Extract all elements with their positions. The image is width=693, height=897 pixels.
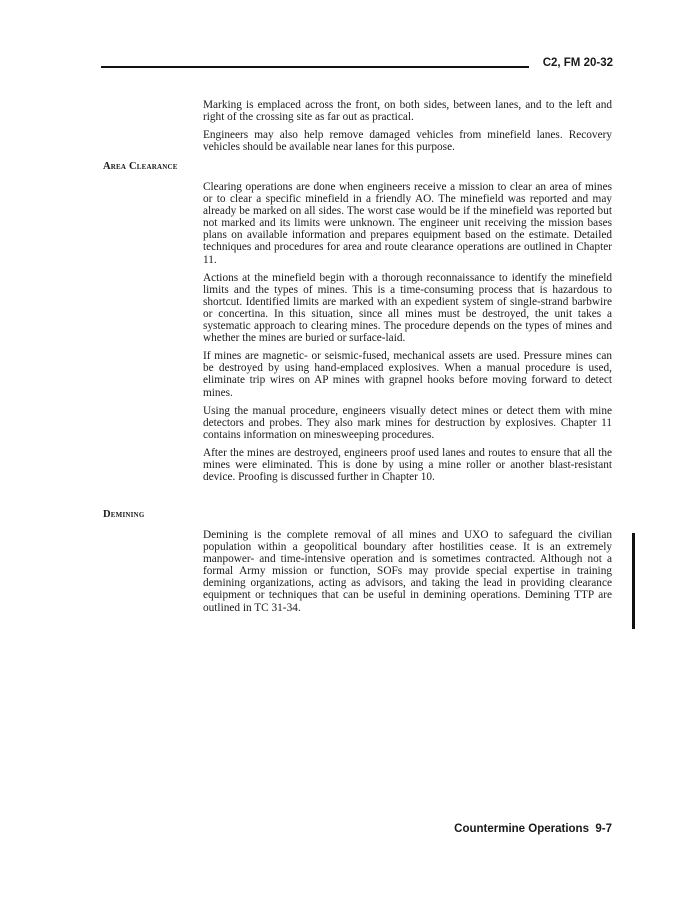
paragraph: Using the manual procedure, engineers visually detect mines or detect them with mine detectors and probes. They also mark mines for destruction by explosives. Chapter 11 contains information on minesweeping procedures. [203, 404, 612, 441]
intro-section [203, 99, 612, 159]
change-bar [632, 533, 635, 629]
paragraph: Clearing operations are done when engineers receive a mission to clear an area of mines or to clear a specific minefield in a friendly AO. The minefield was reported and may already be marked on all sides. The worst case would be if the minefield was reported but not marked and its limits were unknown. The engineer unit receiving the mission bases plans on available information and prepares equipment based on the estimate. Detailed techniques and procedures for area and route clearance operations are outlined in Chapter 11. [203, 181, 612, 266]
section-heading-demining: Demining [103, 509, 145, 520]
paragraph: Engineers may also help remove damaged vehicles from minefield lanes. Recovery vehicles should be available near lanes for this purpose. [203, 129, 612, 154]
paragraph: Marking is emplaced across the front, on both sides, between lanes, and to the left and right of the crossing site as far out as practical. [203, 99, 612, 124]
section-heading-area-clearance: Area Clearance [103, 161, 178, 172]
demining-section [203, 529, 612, 620]
paragraph: Actions at the minefield begin with a thorough reconnaissance to identify the minefield limits and the types of mines. This is a time-consuming process that is hazardous to shortcut. Identified limits are marked with an expedient system of single-strand barbwire or concertina. In this situation, since all mines must be destroyed, the unit takes a systematic approach to clearing mines. The procedure depends on the types of mines and whether the mines are buried or surface-laid. [203, 271, 612, 345]
page-number: 9-7 [595, 823, 612, 835]
page-footer [454, 823, 612, 835]
paragraph: If mines are magnetic- or seismic-fused, mechanical assets are used. Pressure mines can be destroyed by using hand-emplaced explosives. When a manual procedure is used, eliminate trip wires on AP mines with grapnel hooks before moving forward to detect mines. [203, 350, 612, 399]
paragraph: Demining is the complete removal of all mines and UXO to safeguard the civilian population within a geopolitical boundary after hostilities cease. It is an extremely manpower- and time-intensive operation and is sometimes contracted. Although not a formal Army mission or function, SOFs may provide special expertise in training demining organizations, acting as advisors, and taking the lead in providing clearance equipment or techniques that can be useful in demining operations. Demining TTP are outlined in TC 31-34. [203, 529, 612, 614]
header-rule [101, 66, 529, 68]
area-clearance-section [203, 181, 612, 489]
document-id: C2, FM 20-32 [542, 57, 613, 69]
paragraph: After the mines are destroyed, engineers proof used lanes and routes to ensure that all the mines were eliminated. This is done by using a mine roller or another blast-resistant device. Proofing is discussed further in Chapter 10. [203, 446, 612, 484]
chapter-title: Countermine Operations [454, 823, 589, 835]
